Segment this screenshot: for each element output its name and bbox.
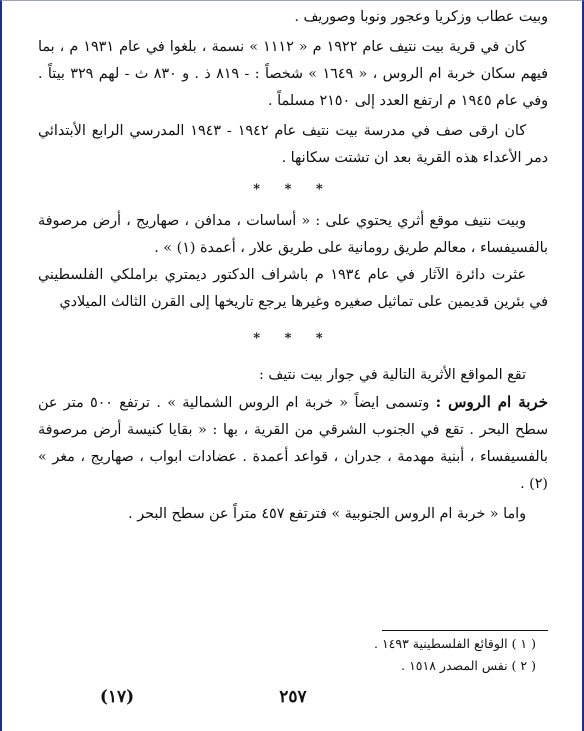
paragraph-school: كان ارقى صف في مدرسة بيت نتيف عام ١٩٤٢ - ١٩٤٣ المدرسي الرابع الأبتدائي دمر الأعداء هذه القرية بعد ان تشتت سكانها . bbox=[38, 123, 548, 166]
footnotes bbox=[276, 633, 536, 677]
section-separator-2: * * * bbox=[253, 331, 333, 346]
paragraph-population: كان في قرية بيت نتيف عام ١٩٢٢ م « ١١١٢ » نسمة ، بلغوا في عام ١٩٣١ م ، بما فيهم سكان خربة ام الروس ، « ١٦٤٩ » شخصاً : - ٨١٩ ذ . و ٨٣٠ ث - لهم ٣٢٩ بيتاً . وفي عام ١٩٤٥ م ارتفع العدد إلى ٢١٥٠ مسلماً . bbox=[38, 39, 548, 109]
paragraph-um-al-rus-south: واما « خربة ام الروس الجنوبية » فترتفع ٤٥٧ متراً عن سطح البحر . bbox=[128, 506, 526, 522]
paragraph-excavation: عثرت دائرة الآثار في عام ١٩٣٤ م باشراف الدكتور ديمتري براملكي الفلسطيني في بئرين قديمين على تماثيل صغيره وغيرها يرجع تاريخها إلى القرن الثالث الميلادي bbox=[38, 267, 548, 310]
footnote-2: ( ٢ ) نفس المصدر ١٥١٨ . bbox=[401, 658, 536, 673]
heading-um-al-rus: خربة ام الروس : bbox=[435, 393, 548, 411]
document-body bbox=[38, 4, 548, 528]
paragraph-um-al-rus-text: وتسمى ايضاً « خربة ام الروس الشمالية » . ترتفع ٥٠٠ متر عن سطح البحر . تقع في الجنوب الشرقي من القرية ، بها : « بقايا كنيسة أرض مرصوفة بالفسيفساء ، أبنية مهدمة ، جدران ، قواعد أعمدة . عضادات ابواب ، صهاريج ، مغر » (٢) . bbox=[38, 395, 548, 492]
page-number: ٢٥٧ bbox=[279, 687, 307, 707]
paragraph-um-al-rus bbox=[38, 389, 548, 498]
book-number: (١٧) bbox=[99, 687, 135, 707]
section-separator: * * * bbox=[253, 182, 333, 197]
paragraph-nearby-sites: تقع المواقع الأثرية التالية في جوار بيت نتيف : bbox=[259, 367, 526, 383]
paragraph-archaeology-site: وبيت نتيف موقع أثري يحتوي على : « أساسات ، مدافن ، صهاريج ، أرض مرصوفة بالفسيفساء ، معالم طريق رومانية على طريق علار ، أعمدة (١) » . bbox=[38, 213, 548, 256]
paragraph-towns-list: وبيت عطاب وزكريا وعجور ونوبا وصوريف . bbox=[294, 9, 548, 25]
footnote-rule bbox=[382, 630, 548, 631]
footnote-1: ( ١ ) الوقائع الفلسطينية ١٤٩٣ . bbox=[374, 636, 536, 651]
